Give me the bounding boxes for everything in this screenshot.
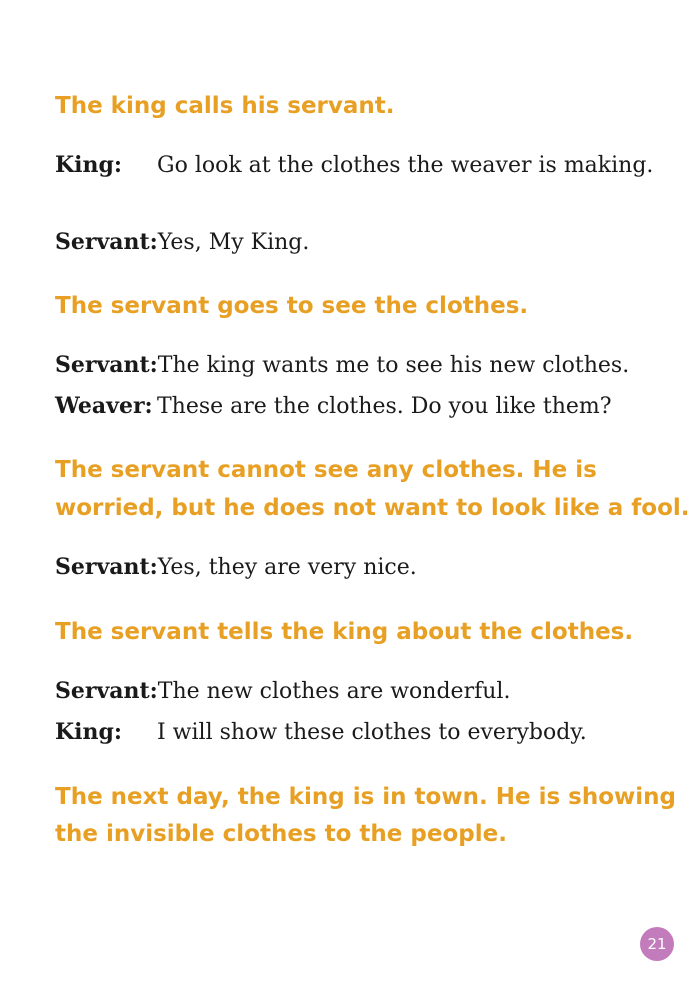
stage-direction: The servant goes to see the clothes. bbox=[55, 293, 529, 319]
stage-direction: worried, but he does not want to look like a fool. bbox=[55, 495, 690, 521]
dialogue-line bbox=[55, 347, 675, 384]
speaker-name: Servant: bbox=[55, 229, 158, 255]
dialogue-line bbox=[55, 673, 675, 710]
speaker-name: Servant: bbox=[55, 352, 158, 378]
stage-direction: The servant tells the king about the clothes. bbox=[55, 619, 634, 645]
speech-text: The new clothes are wonderful. bbox=[157, 679, 511, 704]
speech-text: These are the clothes. Do you like them? bbox=[157, 394, 612, 419]
speaker-name: Weaver: bbox=[55, 393, 153, 419]
speech-text: Yes, they are very nice. bbox=[157, 555, 417, 580]
stage-direction: The king calls his servant. bbox=[55, 93, 395, 119]
dialogue-line bbox=[55, 388, 675, 425]
stage-direction: the invisible clothes to the people. bbox=[55, 821, 507, 847]
speech-text: The king wants me to see his new clothes. bbox=[157, 353, 630, 378]
speech-text: Go look at the clothes the weaver is making. bbox=[157, 153, 654, 178]
dialogue-line bbox=[55, 549, 675, 586]
dialogue-line bbox=[55, 147, 675, 184]
speech-text: Yes, My King. bbox=[157, 230, 310, 255]
dialogue-line bbox=[55, 714, 675, 751]
stage-direction: The servant cannot see any clothes. He is bbox=[55, 457, 597, 483]
page-number-badge: 21 bbox=[640, 927, 674, 961]
speaker-name: Servant: bbox=[55, 678, 158, 704]
speech-text: I will show these clothes to everybody. bbox=[157, 720, 587, 745]
speaker-name: King: bbox=[55, 152, 122, 178]
dialogue-line bbox=[55, 224, 675, 261]
speaker-name: King: bbox=[55, 719, 122, 745]
speaker-name: Servant: bbox=[55, 554, 158, 580]
stage-direction: The next day, the king is in town. He is showing bbox=[55, 784, 676, 810]
